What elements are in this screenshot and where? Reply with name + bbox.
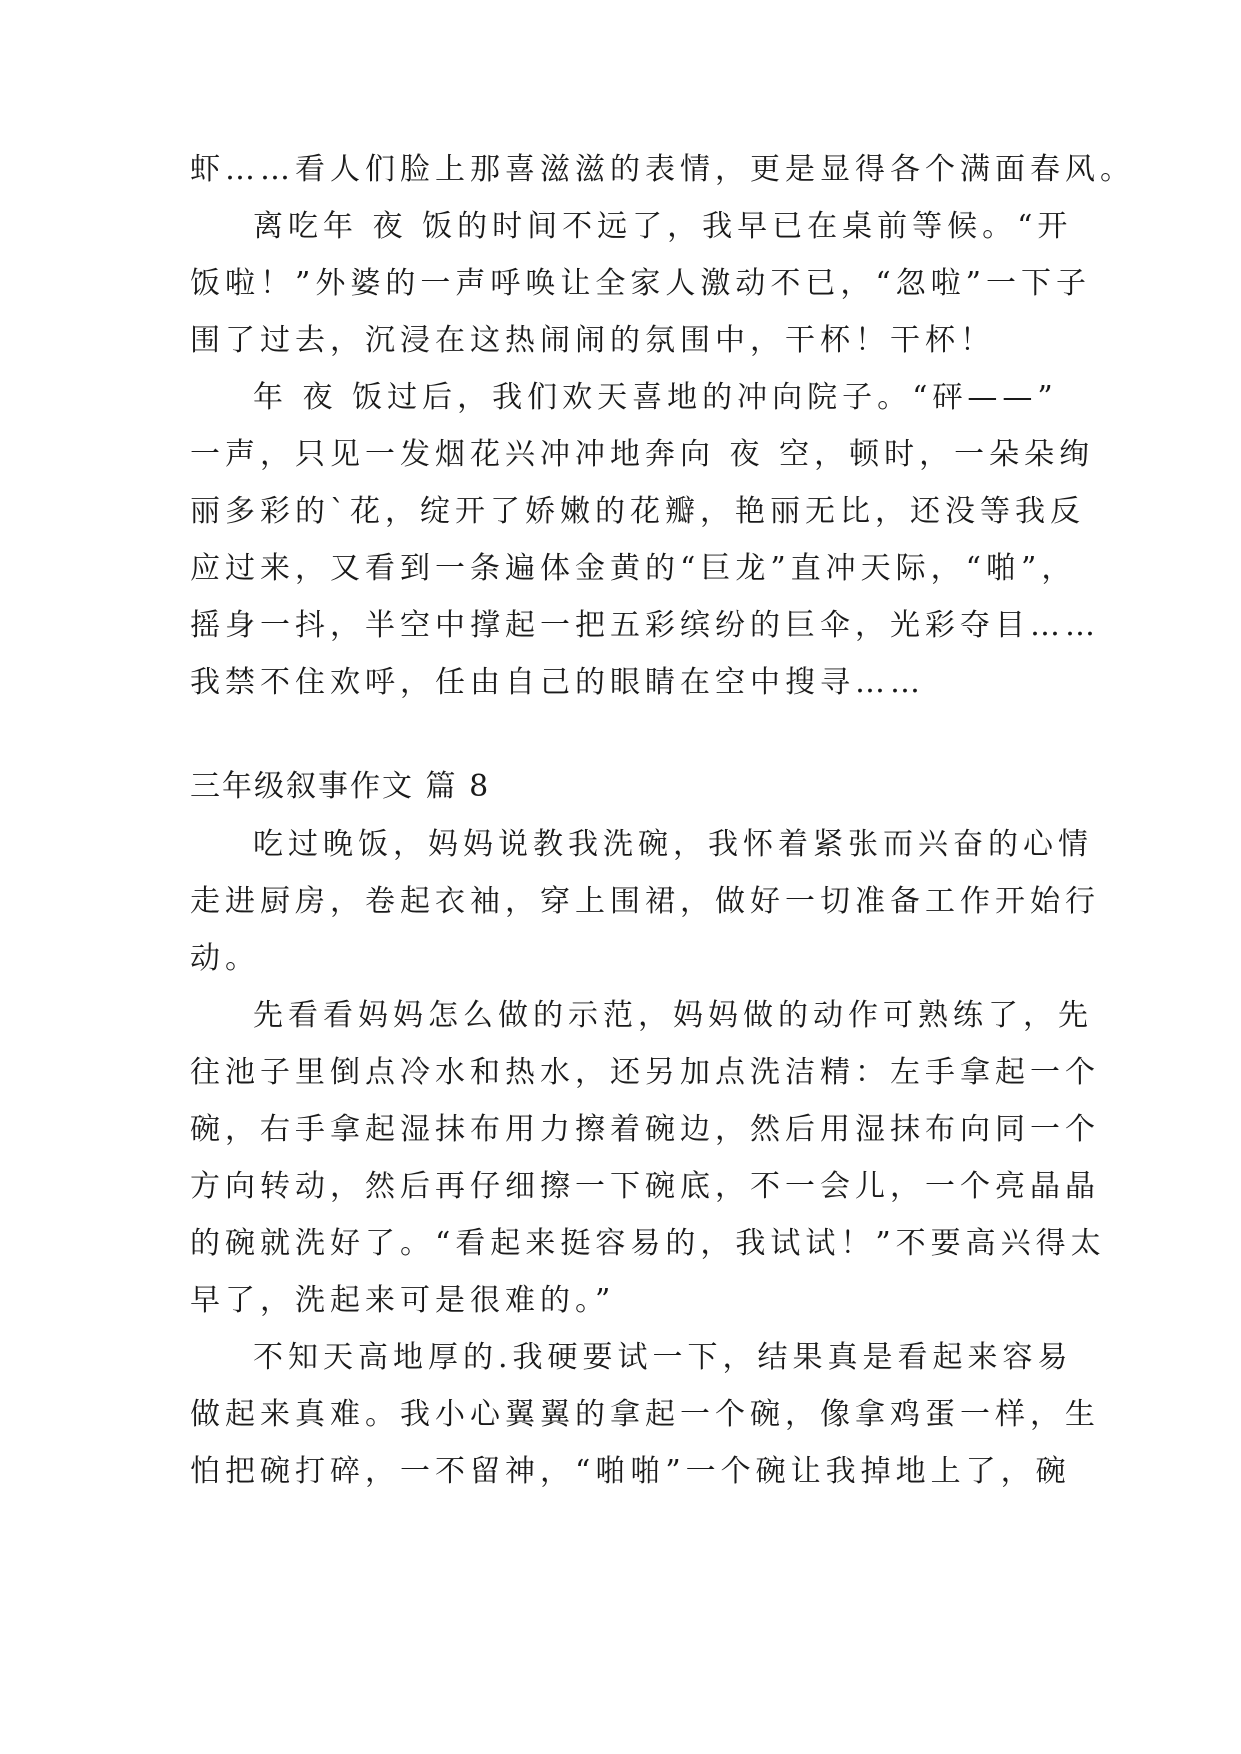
text-line: 方向转动，然后再仔细擦一下碗底，不一会儿，一个亮晶晶 [190, 1169, 1100, 1204]
text-line: 丽多彩的`花，绽开了娇嫩的花瓣，艳丽无比，还没等我反 [190, 494, 1085, 529]
text-line: 饭啦！”外婆的一声呼唤让全家人激动不已，“忽啦”一下子 [190, 266, 1092, 301]
text-line: 早了，洗起来可是很难的。” [190, 1283, 616, 1318]
text-line: 怕把碗打碎，一不留神，“啪啪”一个碗让我掉地上了，碗 [190, 1454, 1071, 1489]
text-line: 做起来真难。我小心翼翼的拿起一个碗，像拿鸡蛋一样，生 [190, 1397, 1100, 1432]
text-line: 我禁不住欢呼，任由自己的眼睛在空中搜寻…… [190, 665, 925, 700]
text-line: 年 夜 饭过后，我们欢天喜地的冲向院子。“砰——” [253, 380, 1058, 415]
text-line: 一声，只见一发烟花兴冲冲地奔向 夜 空，顿时，一朵朵绚 [190, 437, 1095, 472]
section-title: 三年级叙事作文 篇 8 [190, 769, 491, 804]
text-line: 的碗就洗好了。“看起来挺容易的，我试试！”不要高兴得太 [190, 1226, 1106, 1261]
text-line: 应过来，又看到一条遍体金黄的“巨龙”直冲天际，“啪”， [190, 551, 1077, 586]
text-line: 虾……看人们脸上那喜滋滋的表情，更是显得各个满面春风。 [190, 152, 1135, 187]
text-line: 不知天高地厚的.我硬要试一下，结果真是看起来容易 [253, 1340, 1073, 1375]
text-line: 吃过晚饭，妈妈说教我洗碗，我怀着紧张而兴奋的心情 [253, 827, 1093, 862]
text-line: 动。 [190, 941, 260, 976]
text-line: 先看看妈妈怎么做的示范，妈妈做的动作可熟练了，先 [253, 998, 1093, 1033]
text-line: 摇身一抖，半空中撑起一把五彩缤纷的巨伞，光彩夺目…… [190, 608, 1100, 643]
text-line: 往池子里倒点冷水和热水，还另加点洗洁精：左手拿起一个 [190, 1055, 1100, 1090]
text-line: 碗，右手拿起湿抹布用力擦着碗边，然后用湿抹布向同一个 [190, 1112, 1100, 1147]
text-line: 离吃年 夜 饭的时间不远了，我早已在桌前等候。“开 [253, 209, 1073, 244]
text-line: 走进厨房，卷起衣袖，穿上围裙，做好一切准备工作开始行 [190, 884, 1100, 919]
text-line: 围了过去，沉浸在这热闹闹的氛围中，干杯！干杯！ [190, 323, 995, 358]
